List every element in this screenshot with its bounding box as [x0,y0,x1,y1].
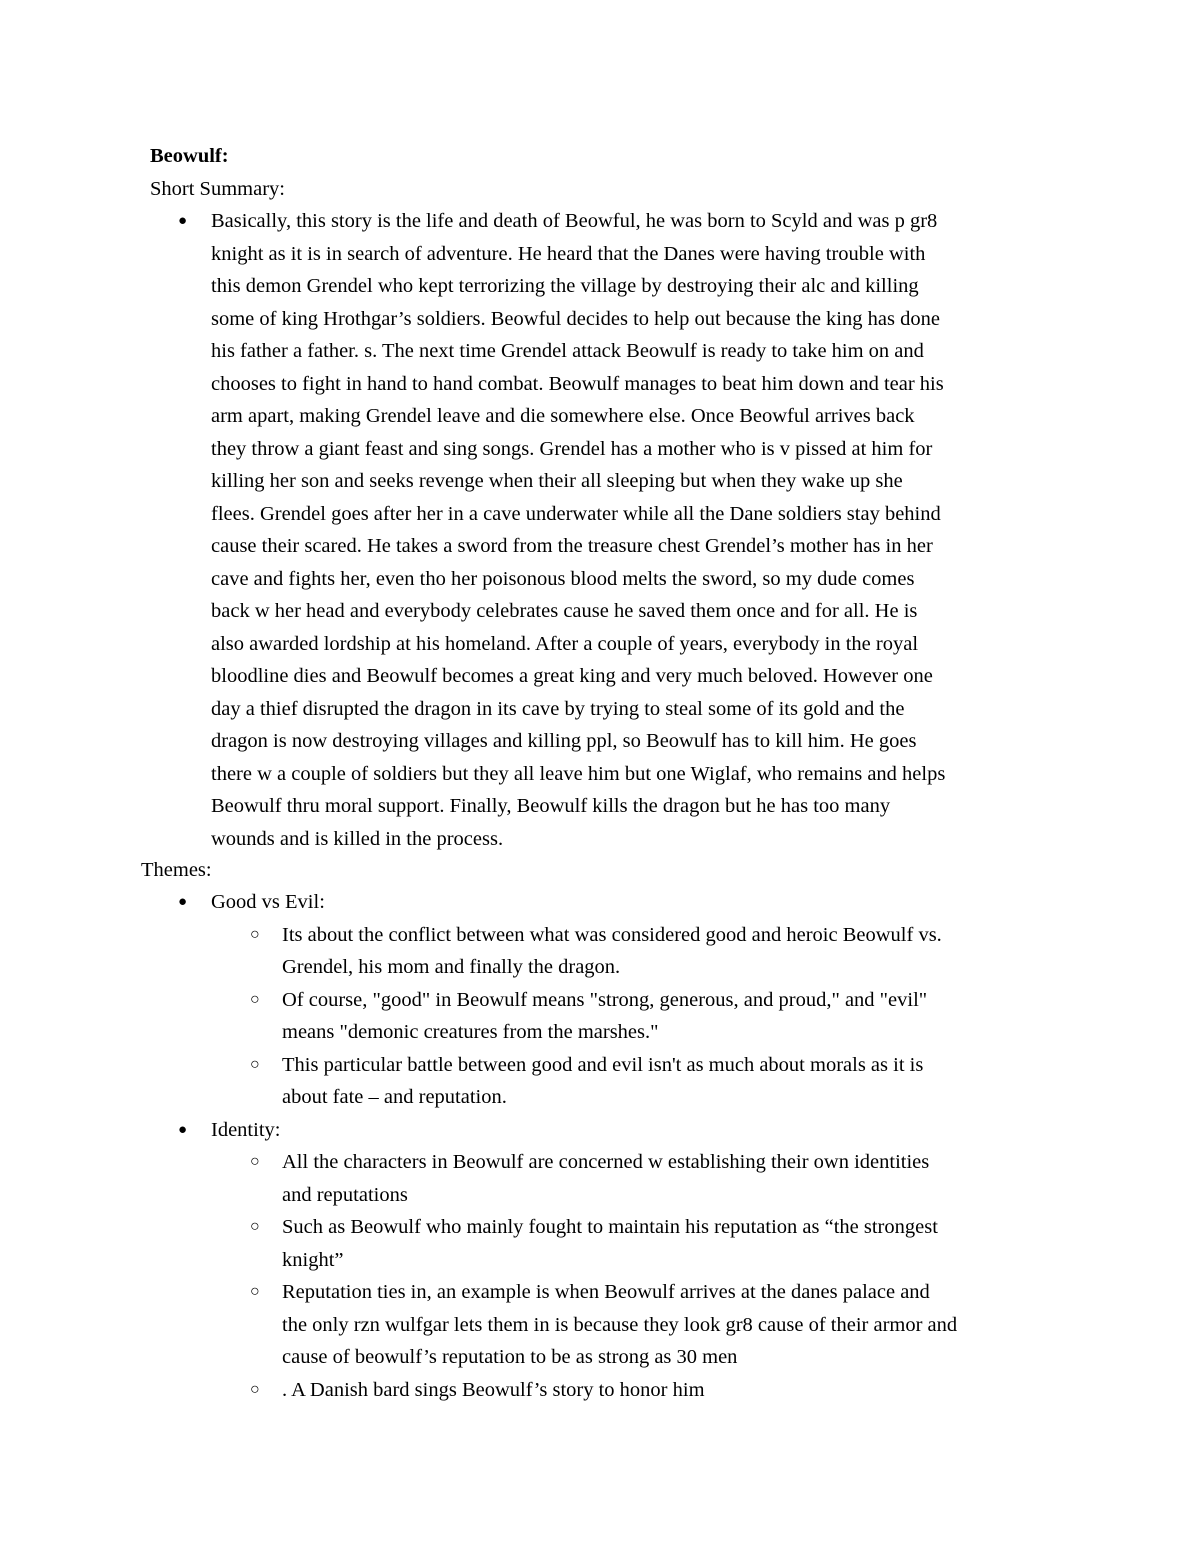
hollow-circle-icon: ○ [250,1283,260,1300]
theme-item-good-vs-evil [178,886,1071,1114]
summary-line: wounds and is killed in the process. [211,827,504,850]
summary-label: Short Summary: [150,177,285,200]
summary-line: chooses to fight in hand to hand combat. Beowulf manages to beat him down and tear his [211,372,944,395]
hollow-circle-icon: ○ [250,1153,260,1170]
summary-line: Beowulf thru moral support. Finally, Beowulf kills the dragon but he has too many [211,795,891,817]
bullet-icon: ● [178,894,188,910]
theme-point [250,1211,1071,1276]
theme-point-line: This particular battle between good and evil isn't as much about morals as it is [282,1053,924,1076]
theme-point-line: . A Danish bard sings Beowulf’s story to honor him [282,1378,705,1401]
summary-line: there w a couple of soldiers but they all leave him but one Wiglaf, who remains and helps [211,762,946,785]
summary-line: back w her head and everybody celebrates cause he saved them once and for all. He is [211,600,918,622]
theme-point-line: Its about the conflict between what was considered good and heroic Beowulf vs. [282,923,942,946]
summary-bullet-item [178,205,1071,855]
summary-line: some of king Hrothgar’s soldiers. Beowful decides to help out because the king has done [211,307,940,330]
summary-line: flees. Grendel goes after her in a cave underwater while all the Dane soldiers stay behind [211,502,941,525]
theme-points-list [211,1146,1071,1406]
theme-point [250,1146,1071,1211]
summary-line: cause their scared. He takes a sword from the treasure chest Grendel’s mother has in her [211,535,933,557]
theme-point [250,1049,1071,1114]
theme-point-line: the only rzn wulfgar lets them in is because they look gr8 cause of their armor and [282,1313,958,1336]
bullet-icon: ● [178,1121,188,1138]
theme-point-line: knight” [282,1248,344,1271]
theme-point-line: Such as Beowulf who mainly fought to maintain his reputation as “the strongest [282,1216,938,1238]
theme-point [250,1276,1071,1374]
theme-point-line: about fate – and reputation. [282,1086,507,1108]
hollow-circle-icon: ○ [250,1055,260,1073]
theme-point [250,1374,1071,1407]
summary-line: knight as it is in search of adventure. He heard that the Danes were having trouble with [211,242,926,265]
theme-item-identity [178,1114,1071,1407]
summary-line: Basically, this story is the life and death of Beowful, he was born to Scyld and was p gr8 [211,210,938,232]
theme-point-line: means "demonic creatures from the marshes." [282,1021,659,1043]
bullet-icon: ● [178,213,188,229]
summary-line: his father a father. s. The next time Grendel attack Beowulf is ready to take him on and [211,340,924,362]
themes-list [178,886,1071,1406]
theme-label: Good vs Evil: [211,891,325,913]
summary-line: this demon Grendel who kept terrorizing the village by destroying their alc and killing [211,275,919,297]
summary-line: bloodline dies and Beowulf becomes a great king and very much beloved. However one [211,665,933,687]
theme-point-line: All the characters in Beowulf are concerned w establishing their own identities [282,1151,930,1173]
themes-label: Themes: [141,859,212,881]
theme-point [250,984,1071,1049]
hollow-circle-icon: ○ [250,925,260,943]
theme-point-line: and reputations [282,1183,408,1206]
theme-point-line: Of course, "good" in Beowulf means "strong, generous, and proud," and "evil" [282,988,928,1011]
summary-line: day a thief disrupted the dragon in its cave by trying to steal some of its gold and the [211,697,905,720]
summary-list [178,205,1071,855]
summary-line: also awarded lordship at his homeland. After a couple of years, everybody in the royal [211,632,919,655]
summary-line: dragon is now destroying villages and killing ppl, so Beowulf has to kill him. He goes [211,730,917,752]
summary-paragraph [211,205,1071,855]
summary-line: cave and fights her, even tho her poisonous blood melts the sword, so my dude comes [211,567,915,590]
hollow-circle-icon: ○ [250,990,260,1008]
summary-line: killing her son and seeks revenge when their all sleeping but when they wake up she [211,470,903,492]
document-title: Beowulf: [150,145,229,167]
summary-line: arm apart, making Grendel leave and die somewhere else. Once Beowful arrives back [211,405,915,427]
hollow-circle-icon: ○ [250,1218,260,1235]
hollow-circle-icon: ○ [250,1380,260,1398]
theme-point [250,919,1071,984]
theme-points-list [211,919,1071,1114]
theme-point-line: cause of beowulf’s reputation to be as strong as 30 men [282,1346,738,1368]
theme-label: Identity: [211,1118,281,1141]
theme-point-line: Grendel, his mom and finally the dragon. [282,956,621,978]
summary-line: they throw a giant feast and sing songs. Grendel has a mother who is v pissed at him for [211,437,933,460]
theme-point-line: Reputation ties in, an example is when Beowulf arrives at the danes palace and [282,1281,930,1303]
